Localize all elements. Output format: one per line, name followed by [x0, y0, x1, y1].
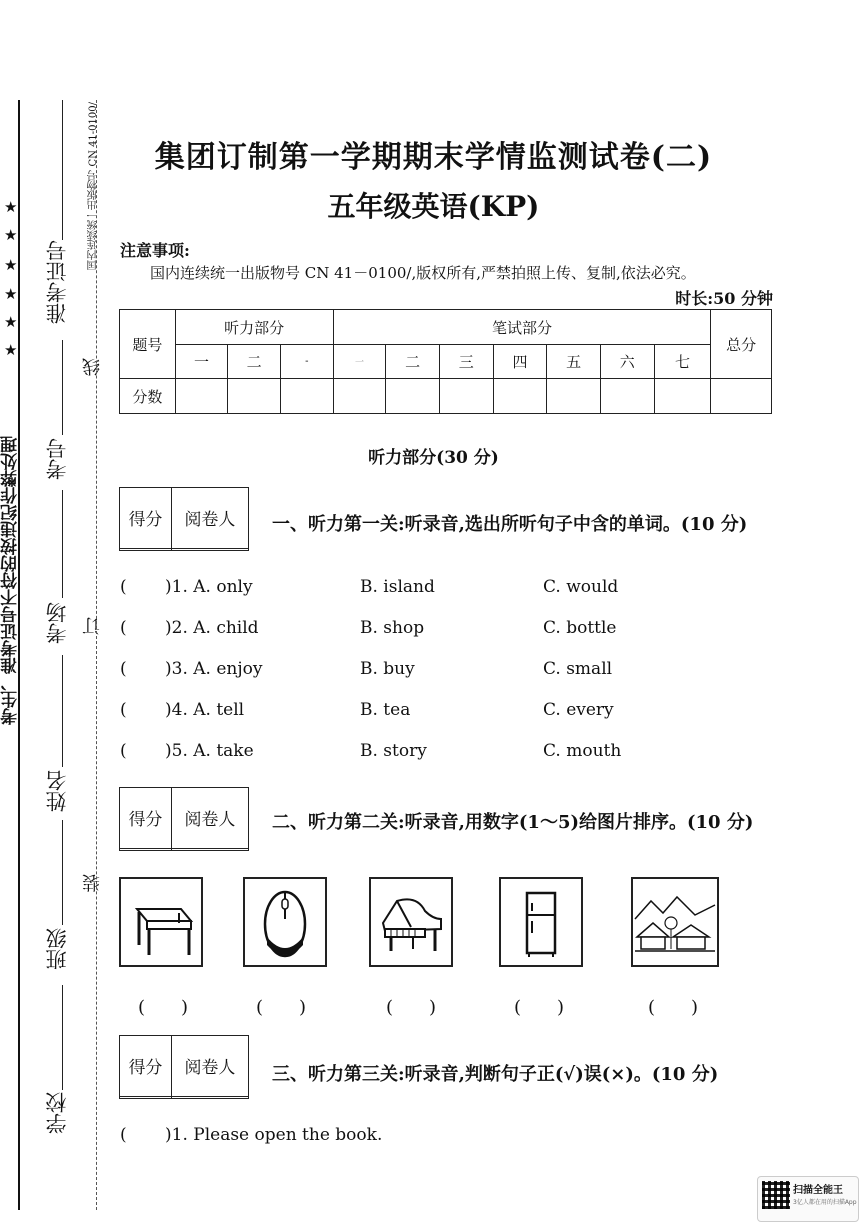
- question-number: 四: [493, 345, 547, 379]
- cut-mark-bind: 订: [82, 617, 103, 635]
- grader-box: [119, 787, 249, 851]
- grader-box: [119, 487, 249, 551]
- mouse-icon: [245, 879, 325, 965]
- question-option-b[interactable]: B. shop: [360, 618, 425, 638]
- score-cell[interactable]: [386, 379, 440, 414]
- score-row-label: 分数: [120, 379, 176, 414]
- grader-reviewer-label: 阅卷人: [171, 1036, 248, 1097]
- total-header: 总分: [711, 310, 772, 379]
- question-option-a[interactable]: )4. A. tell: [165, 700, 245, 720]
- question-number: 二: [386, 345, 440, 379]
- question-number: 二: [228, 345, 281, 379]
- listening-section-title: 听力部分(30 分): [368, 448, 499, 468]
- part3-heading: 三、听力第三关:听录音,判断句子正(√)误(×)。(10 分): [272, 1064, 719, 1085]
- question-option-c[interactable]: C. would: [543, 577, 619, 597]
- field-exam-id: 准考证号: [45, 240, 69, 324]
- star-mark: ★: [4, 285, 18, 303]
- listening-header: 听力部分: [175, 310, 333, 345]
- question-option-c[interactable]: C. mouth: [543, 741, 622, 761]
- score-cell[interactable]: [333, 379, 386, 414]
- village-picture: [631, 877, 719, 967]
- watermark-tagline: 3亿人都在用的扫描App: [793, 1199, 857, 1206]
- qr-code-icon: [762, 1181, 790, 1209]
- grader-reviewer-label: 阅卷人: [171, 488, 248, 549]
- order-answer-blank[interactable]: ( ): [514, 997, 565, 1018]
- grader-reviewer-label: 阅卷人: [171, 788, 248, 849]
- star-mark: ★: [4, 341, 18, 359]
- question-option-c[interactable]: C. bottle: [543, 618, 617, 638]
- margin-notice: 考生、准考证号不符的按违纪作弊处理: [1, 436, 21, 725]
- field-line: [62, 985, 63, 1090]
- fridge-picture: [499, 877, 583, 967]
- table-picture: [119, 877, 203, 967]
- score-table: [119, 309, 772, 414]
- field-exam-number: 考号: [45, 438, 69, 480]
- scanner-watermark: [757, 1176, 859, 1222]
- table-icon: [121, 879, 201, 965]
- watermark-brand: 扫描全能王: [793, 1185, 843, 1196]
- question-paren: (: [120, 659, 127, 679]
- question-paren: (: [120, 577, 127, 597]
- field-class: 班级: [45, 928, 69, 970]
- exam-title: 集团订制第一学期期末学情监测试卷(二): [154, 140, 713, 175]
- field-line: [62, 490, 63, 598]
- score-cell[interactable]: [654, 379, 711, 414]
- order-answer-blank[interactable]: ( ): [386, 997, 437, 1018]
- score-cell[interactable]: [281, 379, 334, 414]
- grader-score-label: 得分: [120, 488, 172, 549]
- mouse-picture: [243, 877, 327, 967]
- piano-icon: [371, 879, 451, 965]
- order-answer-blank[interactable]: ( ): [138, 997, 189, 1018]
- grader-score-label: 得分: [120, 788, 172, 849]
- question-number: 七: [654, 345, 711, 379]
- judge-question[interactable]: )1. Please open the book.: [165, 1125, 383, 1145]
- question-number: -: [281, 345, 334, 379]
- exam-subtitle: 五年级英语(KP): [327, 190, 540, 223]
- grader-score-label: 得分: [120, 1036, 172, 1097]
- notice-heading: 注意事项:: [120, 241, 190, 260]
- question-number: 三: [439, 345, 493, 379]
- grader-score-cell[interactable]: [120, 1096, 172, 1098]
- grader-reviewer-cell[interactable]: [171, 548, 248, 550]
- question-option-a[interactable]: )2. A. child: [165, 618, 259, 638]
- score-cell[interactable]: [600, 379, 654, 414]
- star-mark: ★: [4, 256, 18, 274]
- field-exam-room: 考场: [45, 602, 69, 644]
- question-number: 五: [547, 345, 601, 379]
- question-option-a[interactable]: )1. A. only: [165, 577, 253, 597]
- question-paren: (: [120, 700, 127, 720]
- field-line: [62, 820, 63, 925]
- question-option-b[interactable]: B. island: [360, 577, 435, 597]
- duration: 时长:50 分钟: [675, 289, 773, 308]
- question-paren: (: [120, 618, 127, 638]
- score-cell[interactable]: [493, 379, 547, 414]
- total-score-cell[interactable]: [711, 379, 772, 414]
- question-option-b[interactable]: B. tea: [360, 700, 411, 720]
- grader-score-cell[interactable]: [120, 848, 172, 850]
- question-option-a[interactable]: )3. A. enjoy: [165, 659, 263, 679]
- question-number: 一: [175, 345, 228, 379]
- fridge-icon: [501, 879, 581, 965]
- grader-reviewer-cell[interactable]: [171, 1096, 248, 1098]
- part1-heading: 一、听力第一关:听录音,选出所听句子中含的单词。(10 分): [272, 514, 748, 535]
- written-header: 笔试部分: [333, 310, 711, 345]
- field-school: 学校: [45, 1092, 69, 1134]
- question-paren: (: [120, 1125, 127, 1145]
- order-answer-blank[interactable]: ( ): [648, 997, 699, 1018]
- publication-number-vertical: 国内连续统一出版物号 CN 41-0100/: [88, 102, 99, 270]
- cut-mark-staple: 装: [82, 874, 103, 892]
- question-number: 六: [600, 345, 654, 379]
- score-cell[interactable]: [228, 379, 281, 414]
- question-option-a[interactable]: )5. A. take: [165, 741, 254, 761]
- cut-mark-line: 线: [82, 358, 103, 376]
- question-option-c[interactable]: C. small: [543, 659, 613, 679]
- field-line: [62, 340, 63, 435]
- col-question-label: 题号: [120, 310, 176, 379]
- field-line: [62, 655, 63, 767]
- grader-reviewer-cell[interactable]: [171, 848, 248, 850]
- notice-text: 国内连续统一出版物号 CN 41－0100/,版权所有,严禁拍照上传、复制,依法必究。: [150, 264, 696, 282]
- grader-box: [119, 1035, 249, 1099]
- question-option-b[interactable]: B. buy: [360, 659, 415, 679]
- question-number: 一: [333, 345, 386, 379]
- order-answer-blank[interactable]: ( ): [256, 997, 307, 1018]
- score-cell[interactable]: [439, 379, 493, 414]
- piano-picture: [369, 877, 453, 967]
- star-mark: ★: [4, 198, 18, 216]
- field-name: 姓名: [45, 770, 69, 812]
- question-paren: (: [120, 741, 127, 761]
- score-cell[interactable]: [175, 379, 228, 414]
- village-icon: [633, 879, 717, 965]
- star-mark: ★: [4, 226, 18, 244]
- grader-score-cell[interactable]: [120, 548, 172, 550]
- question-option-b[interactable]: B. story: [360, 741, 427, 761]
- star-mark: ★: [4, 313, 18, 331]
- score-cell[interactable]: [547, 379, 601, 414]
- part2-heading: 二、听力第二关:听录音,用数字(1～5)给图片排序。(10 分): [272, 812, 754, 833]
- question-option-c[interactable]: C. every: [543, 700, 614, 720]
